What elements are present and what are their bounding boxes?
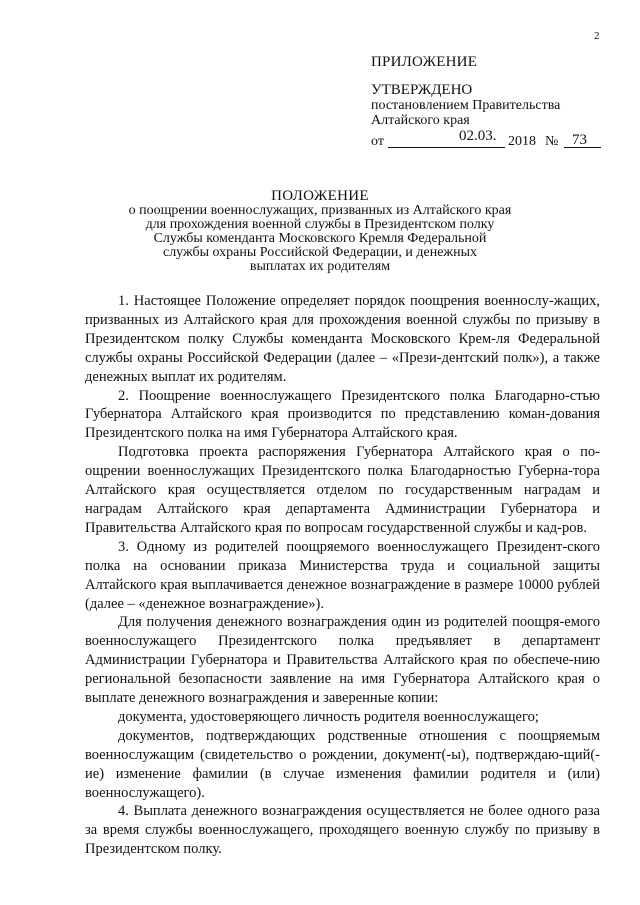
decree-date: 02.03.: [459, 128, 497, 144]
page-number: 2: [594, 30, 600, 42]
number-sign: №: [545, 134, 559, 149]
decree-number: 73: [572, 132, 587, 148]
appendix-label: ПРИЛОЖЕНИЕ: [371, 54, 478, 70]
paragraph-2: 2. Поощрение военнослужащего Президентского полка Благодарно-стью Губернатора Алтайского края производится по представлению коман-дования Президентского полка на имя Губернатора Алтайского края.: [85, 387, 600, 442]
approval-block: [371, 55, 621, 148]
paragraph-2-continued: Подготовка проекта распоряжения Губернатора Алтайского края о по-ощрении военнослужащих Президентского полка Благодарностью Губерна-тора Алтайского края осуществляется отделом по государственным наградам и наградам Алтайского края департамента Администрации Губернатора и Правительства Алтайского края по вопросам государственной службы и кад-ров.: [85, 444, 600, 536]
from-label: от: [371, 134, 384, 149]
title-heading: ПОЛОЖЕНИЕ: [271, 188, 369, 204]
title-line: о поощрении военнослужащих, призванных из Алтайского края: [128, 203, 512, 218]
document-body: [85, 292, 600, 859]
title-line: выплатах их родителям: [249, 259, 391, 274]
title-line: для прохождения военной службы в Президентском полку: [145, 217, 495, 232]
approved-label: УТВЕРЖДЕНО: [371, 82, 473, 98]
paragraph-4: 4. Выплата денежного вознаграждения осуществляется не более одного раза за время службы военнослужащего, проходящего военную службу по призыву в Президентском полку.: [85, 803, 600, 858]
paragraph-3-continued: Для получения денежного вознаграждения один из родителей поощря-емого военнослужащего Президентского полка предъявляет в департамент Администрации Губернатора и Правительства Алтайского края по обеспече-нию региональной безопасности заявление на имя Губернатора Алтайского края о выплате денежного вознаграждения и заверенные копии:: [85, 614, 600, 707]
document-title: [110, 189, 530, 274]
document-list-item-2: документов, подтверждающих родственные отношения с поощряемым военнослужащим (свидетельство о рождении, документ(-ы), подтверждаю-щий(-ие) изменение фамилии (в случае изменения фамилии родителя и (или) военнослужащего).: [85, 727, 600, 801]
paragraph-1: 1. Настоящее Положение определяет порядок поощрения военнослу-жащих, призванных из Алтайского края для прохождения военной службы по призыву в Президентском полку Службы коменданта Московского Крем-ля Федеральной службы охраны Российской Федерации (далее – «Прези-дентский полк»), а также денежных выплат их родителям.: [85, 293, 600, 385]
document-list-item-1: документа, удостоверяющего личность родителя военнослужащего;: [118, 708, 539, 725]
decree-line-2: Алтайского края: [371, 113, 470, 128]
paragraph-3: 3. Одному из родителей поощряемого военнослужащего Президент-ского полка на основании приказа Министерства труда и социальной защиты Алтайского края выплачивается денежное вознаграждение в размере 10000 рублей (далее – «денежное вознаграждение»).: [85, 538, 600, 612]
decree-line-1: постановлением Правительства: [371, 98, 561, 113]
title-line: службы охраны Российской Федерации, и денежных: [162, 245, 477, 260]
decree-year: 2018: [508, 134, 536, 149]
title-line: Службы коменданта Московского Кремля Федеральной: [153, 231, 487, 246]
date-underline: [388, 147, 505, 148]
decree-date-number-line: [371, 128, 621, 148]
